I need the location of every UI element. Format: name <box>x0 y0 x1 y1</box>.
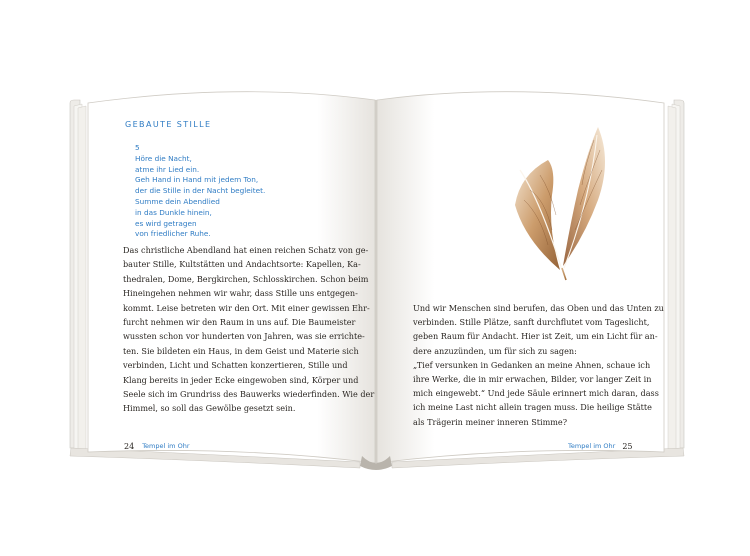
text-line: verbinden, Licht und Schatten konzertieren, Stille und <box>123 360 348 371</box>
poem <box>135 143 265 240</box>
page-number-right: 25 <box>622 442 633 451</box>
left-footer <box>124 436 190 454</box>
text-line: ich meine Last nicht allein tragen muss. Die heilige Stätte <box>413 402 652 413</box>
text-line: dere anzuzünden, um für sich zu sagen: <box>413 345 577 356</box>
poem-line: es wird getragen <box>135 218 197 228</box>
poem-line: von friedlicher Ruhe. <box>135 229 211 239</box>
text-line: kommt. Leise betreten wir den Ort. Mit einer gewissen Ehr- <box>123 302 370 313</box>
running-title-left: Tempel im Ohr <box>142 442 190 450</box>
text-line: Klang bereits in jeder Ecke eingewoben sind, Körper und <box>123 374 359 385</box>
poem-line: in das Dunkle hinein, <box>135 207 212 217</box>
right-footer <box>568 436 633 454</box>
text-line: Das christliche Abendland hat einen reichen Schatz von ge- <box>123 245 369 255</box>
left-body-text <box>123 243 374 416</box>
text-line: verbinden. Stille Plätze, sanft durchflutet vom Tageslicht, <box>413 317 650 328</box>
poem-line: Summe dein Abendlied <box>135 196 220 206</box>
text-line: Hineingehen nehmen wir wahr, dass Stille uns entgegen- <box>123 288 358 299</box>
running-title-right: Tempel im Ohr <box>568 442 616 450</box>
text-line: ten. Sie bildeten ein Haus, in dem Geist und Materie sich <box>123 345 359 356</box>
text-line: Seele sich im Grundriss des Bauwerks wiederfinden. Wie der <box>123 389 375 400</box>
poem-line: Höre die Nacht, <box>135 153 192 163</box>
text-line: mich eingewebt.“ Und jede Säule erinnert mich daran, dass <box>413 388 659 399</box>
poem-line: 5 <box>135 143 140 152</box>
text-line: Himmel, so soll das Gewölbe gesetzt sein. <box>123 403 296 414</box>
text-line: Und wir Menschen sind berufen, das Oben und das Unten zu <box>413 303 664 313</box>
text-line: ihre Werke, die in mir erwachen, Bilder, vor langer Zeit in <box>413 374 652 385</box>
chapter-header: GEBAUTE STILLE <box>125 120 212 129</box>
page-number-left: 24 <box>124 442 135 451</box>
text-line: als Trägerin meiner inneren Stimme? <box>413 416 568 427</box>
text-line: wussten schon vor hunderten von Jahren, was sie errichte- <box>123 331 365 342</box>
poem-line: Geh Hand in Hand mit jedem Ton, <box>135 175 259 185</box>
right-body-text <box>413 301 664 429</box>
text-line: bauter Stille, Kultstätten und Andachtsorte: Kapellen, Ka- <box>123 259 361 270</box>
text-line: thedralen, Dome, Bergkirchen, Schlosskirchen. Schon beim <box>123 273 369 284</box>
poem-line: der die Stille in der Nacht begleitet. <box>135 186 266 196</box>
text-line: furcht nehmen wir den Raum in uns auf. Die Baumeister <box>123 317 356 328</box>
poem-line: atme ihr Lied ein. <box>135 164 200 174</box>
text-line: „Tief versunken in Gedanken an meine Ahnen, schaue ich <box>413 359 651 370</box>
text-line: geben Raum für Andacht. Hier ist Zeit, um ein Licht für an- <box>413 331 658 342</box>
